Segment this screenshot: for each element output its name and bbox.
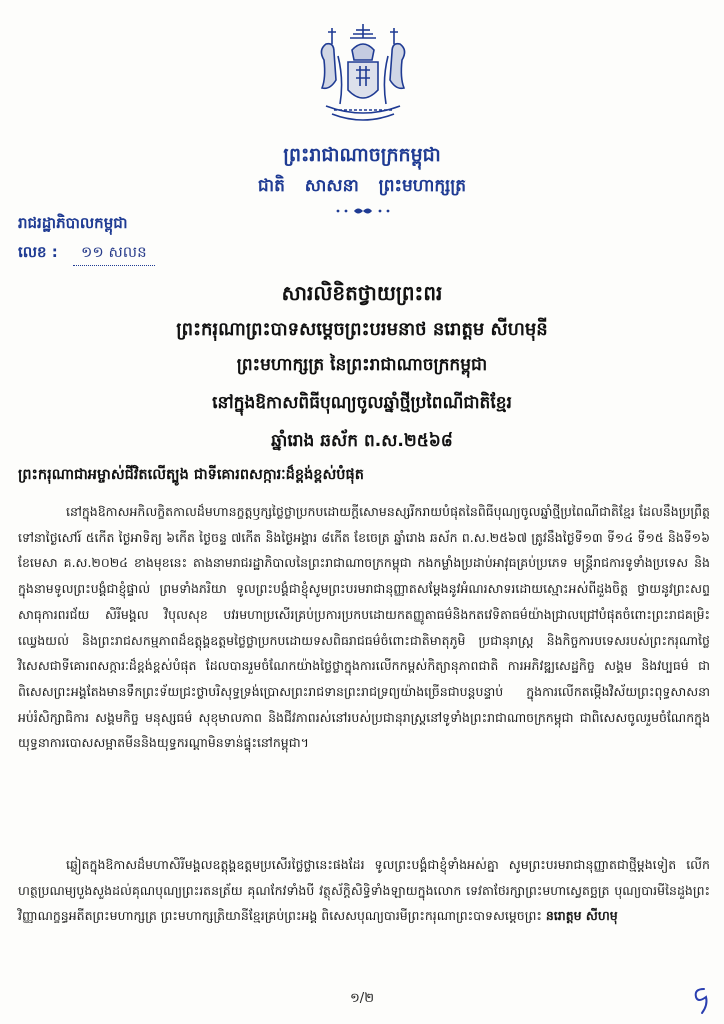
decorative-divider-icon [332,205,394,217]
recipient-title: ព្រះករុណាព្រះបាទសម្តេចព្រះបរមនាថ នរោត្តម សីហមុនី [176,319,548,340]
national-motto: ជាតិ សាសនា ព្រះមហាក្សត្រ [257,176,467,196]
document-number-label: លេខ : [18,243,58,261]
recipient-role: ព្រះមហាក្សត្រ នៃព្រះរាជាណាចក្រកម្ពុជា [236,355,488,375]
government-name: រាជរដ្ឋាភិបាលកម្ពុជា [18,214,128,232]
royal-coat-of-arms-emblem [304,20,422,132]
occasion-year: ឆ្នាំរោង ឆស័ក ព.ស.២៥៦៨ [271,431,453,451]
letter-title: សារលិខិតថ្វាយព្រះពរ [281,281,443,305]
handwritten-initial-mark [690,985,712,1015]
document-number [18,243,155,266]
body-paragraph-2 [18,852,710,929]
body-paragraph-1: នៅក្នុងឱកាសអកិលក្ខិតកាលដ៏មហានក្ខត្តឫក្សថ្លៃថ្លាប្រកបដោយក្តីសោមនស្សរីករាយបំផុតនៃពិធីបុណ្យចូលឆ្នាំថ្មីប្រពៃណីជាតិខ្មែរ ដែលនឹងប្រព្រឹត្តទៅនាថ្ងៃសៅរ៍ ៥កើត ថ្ងៃអាទិត្យ ៦កើត ថ្ងៃចន្ទ ៧កើត និងថ្ងៃអង្គារ ៨កើត ខែចេត្រ ឆ្នាំរោង ឆស័ក ព.ស.២៥៦៧ ត្រូវនឹងថ្ងៃទី១៣ ទី១៤ ទី១៥ និងទី១៦ ខែមេសា គ.ស.២០២៤ ខាងមុខនេះ តាងនាមរាជរដ្ឋាភិបាលនៃព្រះរាជាណាចក្រកម្ពុជា កងកម្លាំងប្រដាប់អាវុធគ្រប់ប្រភេទ មន្ត្រីរាជការទូទាំងប្រទេស និងក្នុងនាមទូលព្រះបង្គំជាខ្ញុំផ្ទាល់ ព្រមទាំងភរិយា ទូលព្រះបង្គំជាខ្ញុំសូមព្រះបរមរាជានុញ្ញាតសម្តែងនូវអំណរសាទរដោយស្មោះអស់ពីដួងចិត្ត ថ្វាយនូវព្រះសព្ទសាធុការពរជ័យ សិរីមង្គល វិបុលសុខ បវរមហាប្រសើរគ្រប់ប្រការប្រកបដោយកតញ្ញូតាធម៌និងកតវេទិតាធម៌យ៉ាងជ្រាលជ្រៅបំផុតចំពោះព្រះរាជគម្រិះឈ្វេងយល់ និងព្រះរាជសកម្មភាពដ៏ឧត្តុង្គឧត្តមថ្លៃថ្លាប្រកបដោយទសពិធរាជធម៌ចំពោះជាតិមាតុភូមិ ប្រជានុរាស្ត្រ និងកិច្ចការបទេសរបស់ព្រះករុណាថ្លៃវិសេសជាទីគោរពសក្ការៈដ៏ខ្ពង់ខ្ពស់បំផុត ដែលបានរួមចំណែកយ៉ាងថ្លៃថ្លាក្នុងការលើកកម្ពស់កិត្យានុភាពជាតិ ការអភិវឌ្ឍសេដ្ឋកិច្ច សង្គម និងវប្បធម៌ ជាពិសេសព្រះអង្គតែងមានទឹកព្រះទ័យជ្រះថ្លាបរិសុទ្ធទ្រង់ប្រោសព្រះរាជទានព្រះរាជទ្រព្យយ៉ាងច្រើនជាបន្តបន្ទាប់ ក្នុងការលើកតម្កើងវិស័យព្រះពុទ្ធសាសនា អប់រំសិក្សាធិការ សង្គមកិច្ច មនុស្សធម៌ សុខុមាលភាព និងជីវភាពរស់នៅរបស់ប្រជានុរាស្ត្រនៅទូទាំងព្រះរាជាណាចក្រកម្ពុជា ជាពិសេសចូលរួមចំណែកក្នុងយុទ្ធនាការបោសសម្អាតមីននិងយុទ្ធករណ្តាមិនទាន់ផ្ទុះនៅកម្ពុជា។ [18,504,710,751]
document-number-value: ១១ សលន [73,243,155,266]
body-paragraph-2-name: នរោត្តម សីហមុ [545,908,618,924]
occasion-line: នៅក្នុងឱកាសពិធីបុណ្យចូលឆ្នាំថ្មីប្រពៃណីជាតិខ្មែរ [212,393,512,413]
salutation: ព្រះករុណាជាអម្ចាស់ជីវិតលើត្បូង ជាទីគោរពសក្ការៈដ៏ខ្ពង់ខ្ពស់បំផុត [18,467,364,483]
page-number: ១/២ [349,991,375,1006]
kingdom-name: ព្រះរាជាណាចក្រកម្ពុជា [283,144,441,166]
body-paragraph-2-text: ឆ្លៀតក្នុងឱកាសដ៏មហាសិរីមង្គលឧត្តុង្គឧត្តមប្រសើរថ្លៃថ្លានេះផងដែរ ទូលព្រះបង្គំជាខ្ញុំទាំងអស់គ្នា សូមព្រះបរមរាជានុញ្ញាតជាថ្មីម្តងទៀត លើកហត្ថប្រណម្យបួងសួងដល់គុណបុណ្យព្រះរតនត្រ័យ គុណកែវទាំងបី វត្ថុស័ក្តិសិទ្ធិទាំងឡាយក្នុងលោក ទេវតាថែរក្សាព្រះមហាស្វេតច្ឆត្រ បុណ្យបារមីនៃដួងព្រះវិញ្ញាណក្ខន្ធអតីតព្រះមហាក្សត្រ ព្រះមហាក្សត្រិយានីខ្មែរគ្រប់ព្រះអង្គ ពិសេសបុណ្យបារមីព្រះករុណាព្រះបាទសម្តេចព្រះ [18,857,710,924]
